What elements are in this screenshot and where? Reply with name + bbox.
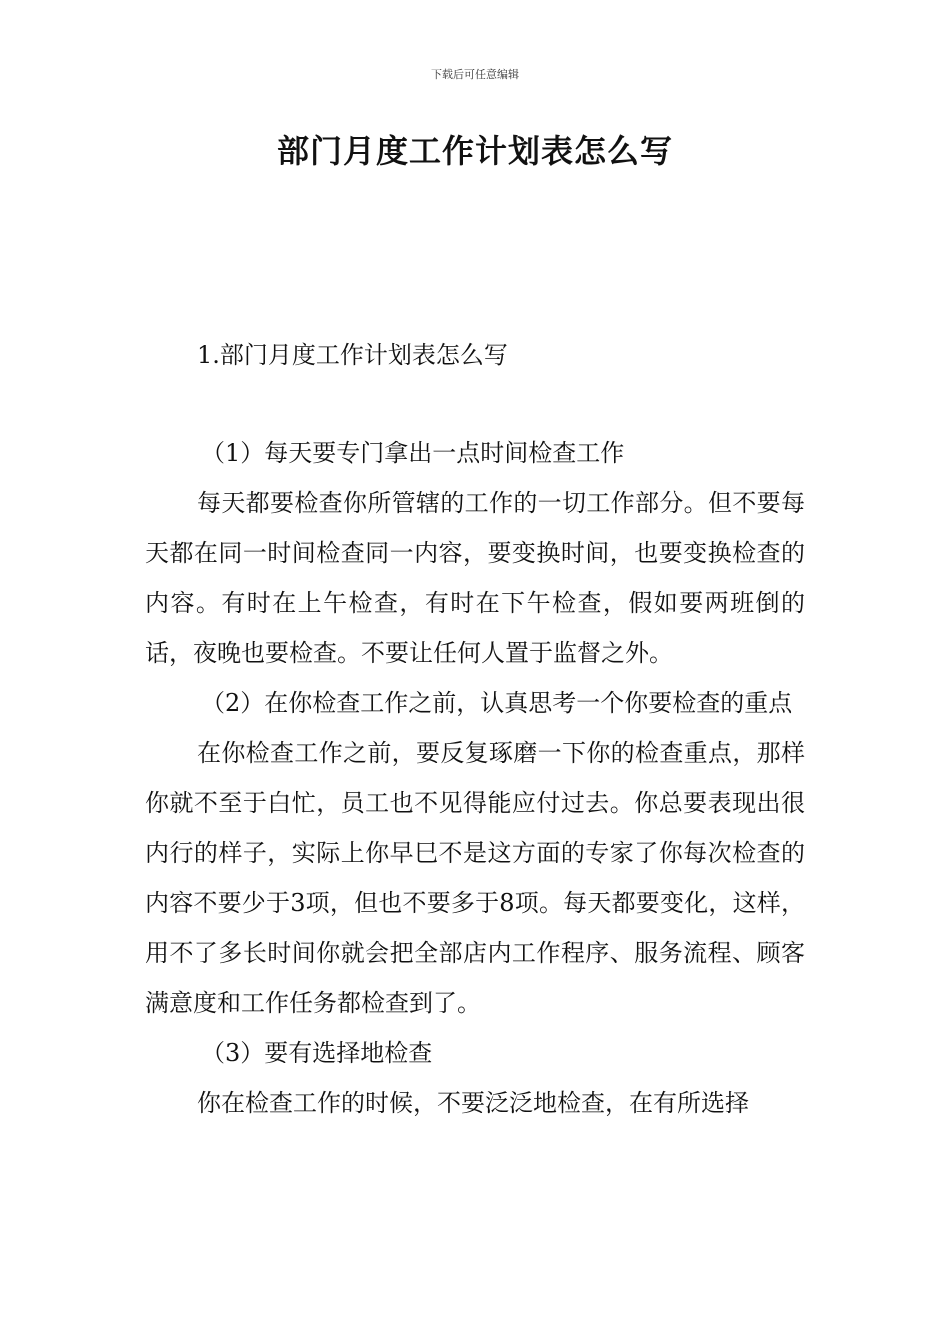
paragraph-1: 每天都要检查你所管辖的工作的一切工作部分。但不要每天都在同一时间检查同一内容，要变换时间，也要变换检查的内容。有时在上午检查，有时在下午检查，假如要两班倒的话，夜晚也要检查。不要让任何人置于监督之外。 [145, 489, 805, 667]
section-heading: 1.部门月度工作计划表怎么写 [197, 341, 508, 369]
sub-heading-3: （3）要有选择地检查 [201, 1039, 433, 1067]
paragraph-2: 在你检查工作之前，要反复琢磨一下你的检查重点，那样你就不至于白忙，员工也不见得能应付过去。你总要表现出很内行的样子，实际上你早巳不是这方面的专家了你每次检查的内容不要少于3项，但也不要多于8项。每天都要变化，这样，用不了多长时间你就会把全部店内工作程序、服务流程、顾客满意度和工作任务都检查到了。 [145, 739, 805, 1017]
sub-heading-1: （1）每天要专门拿出一点时间检查工作 [201, 439, 625, 467]
page-title: 部门月度工作计划表怎么写 [276, 132, 673, 170]
spacer [145, 380, 805, 428]
header-note: 下载后可任意编辑 [431, 68, 519, 81]
paragraph-3: 你在检查工作的时候，不要泛泛地检查，在有所选择 [197, 1089, 749, 1117]
sub-heading-2: （2）在你检查工作之前，认真思考一个你要检查的重点 [201, 689, 793, 717]
document-body [145, 330, 805, 1128]
